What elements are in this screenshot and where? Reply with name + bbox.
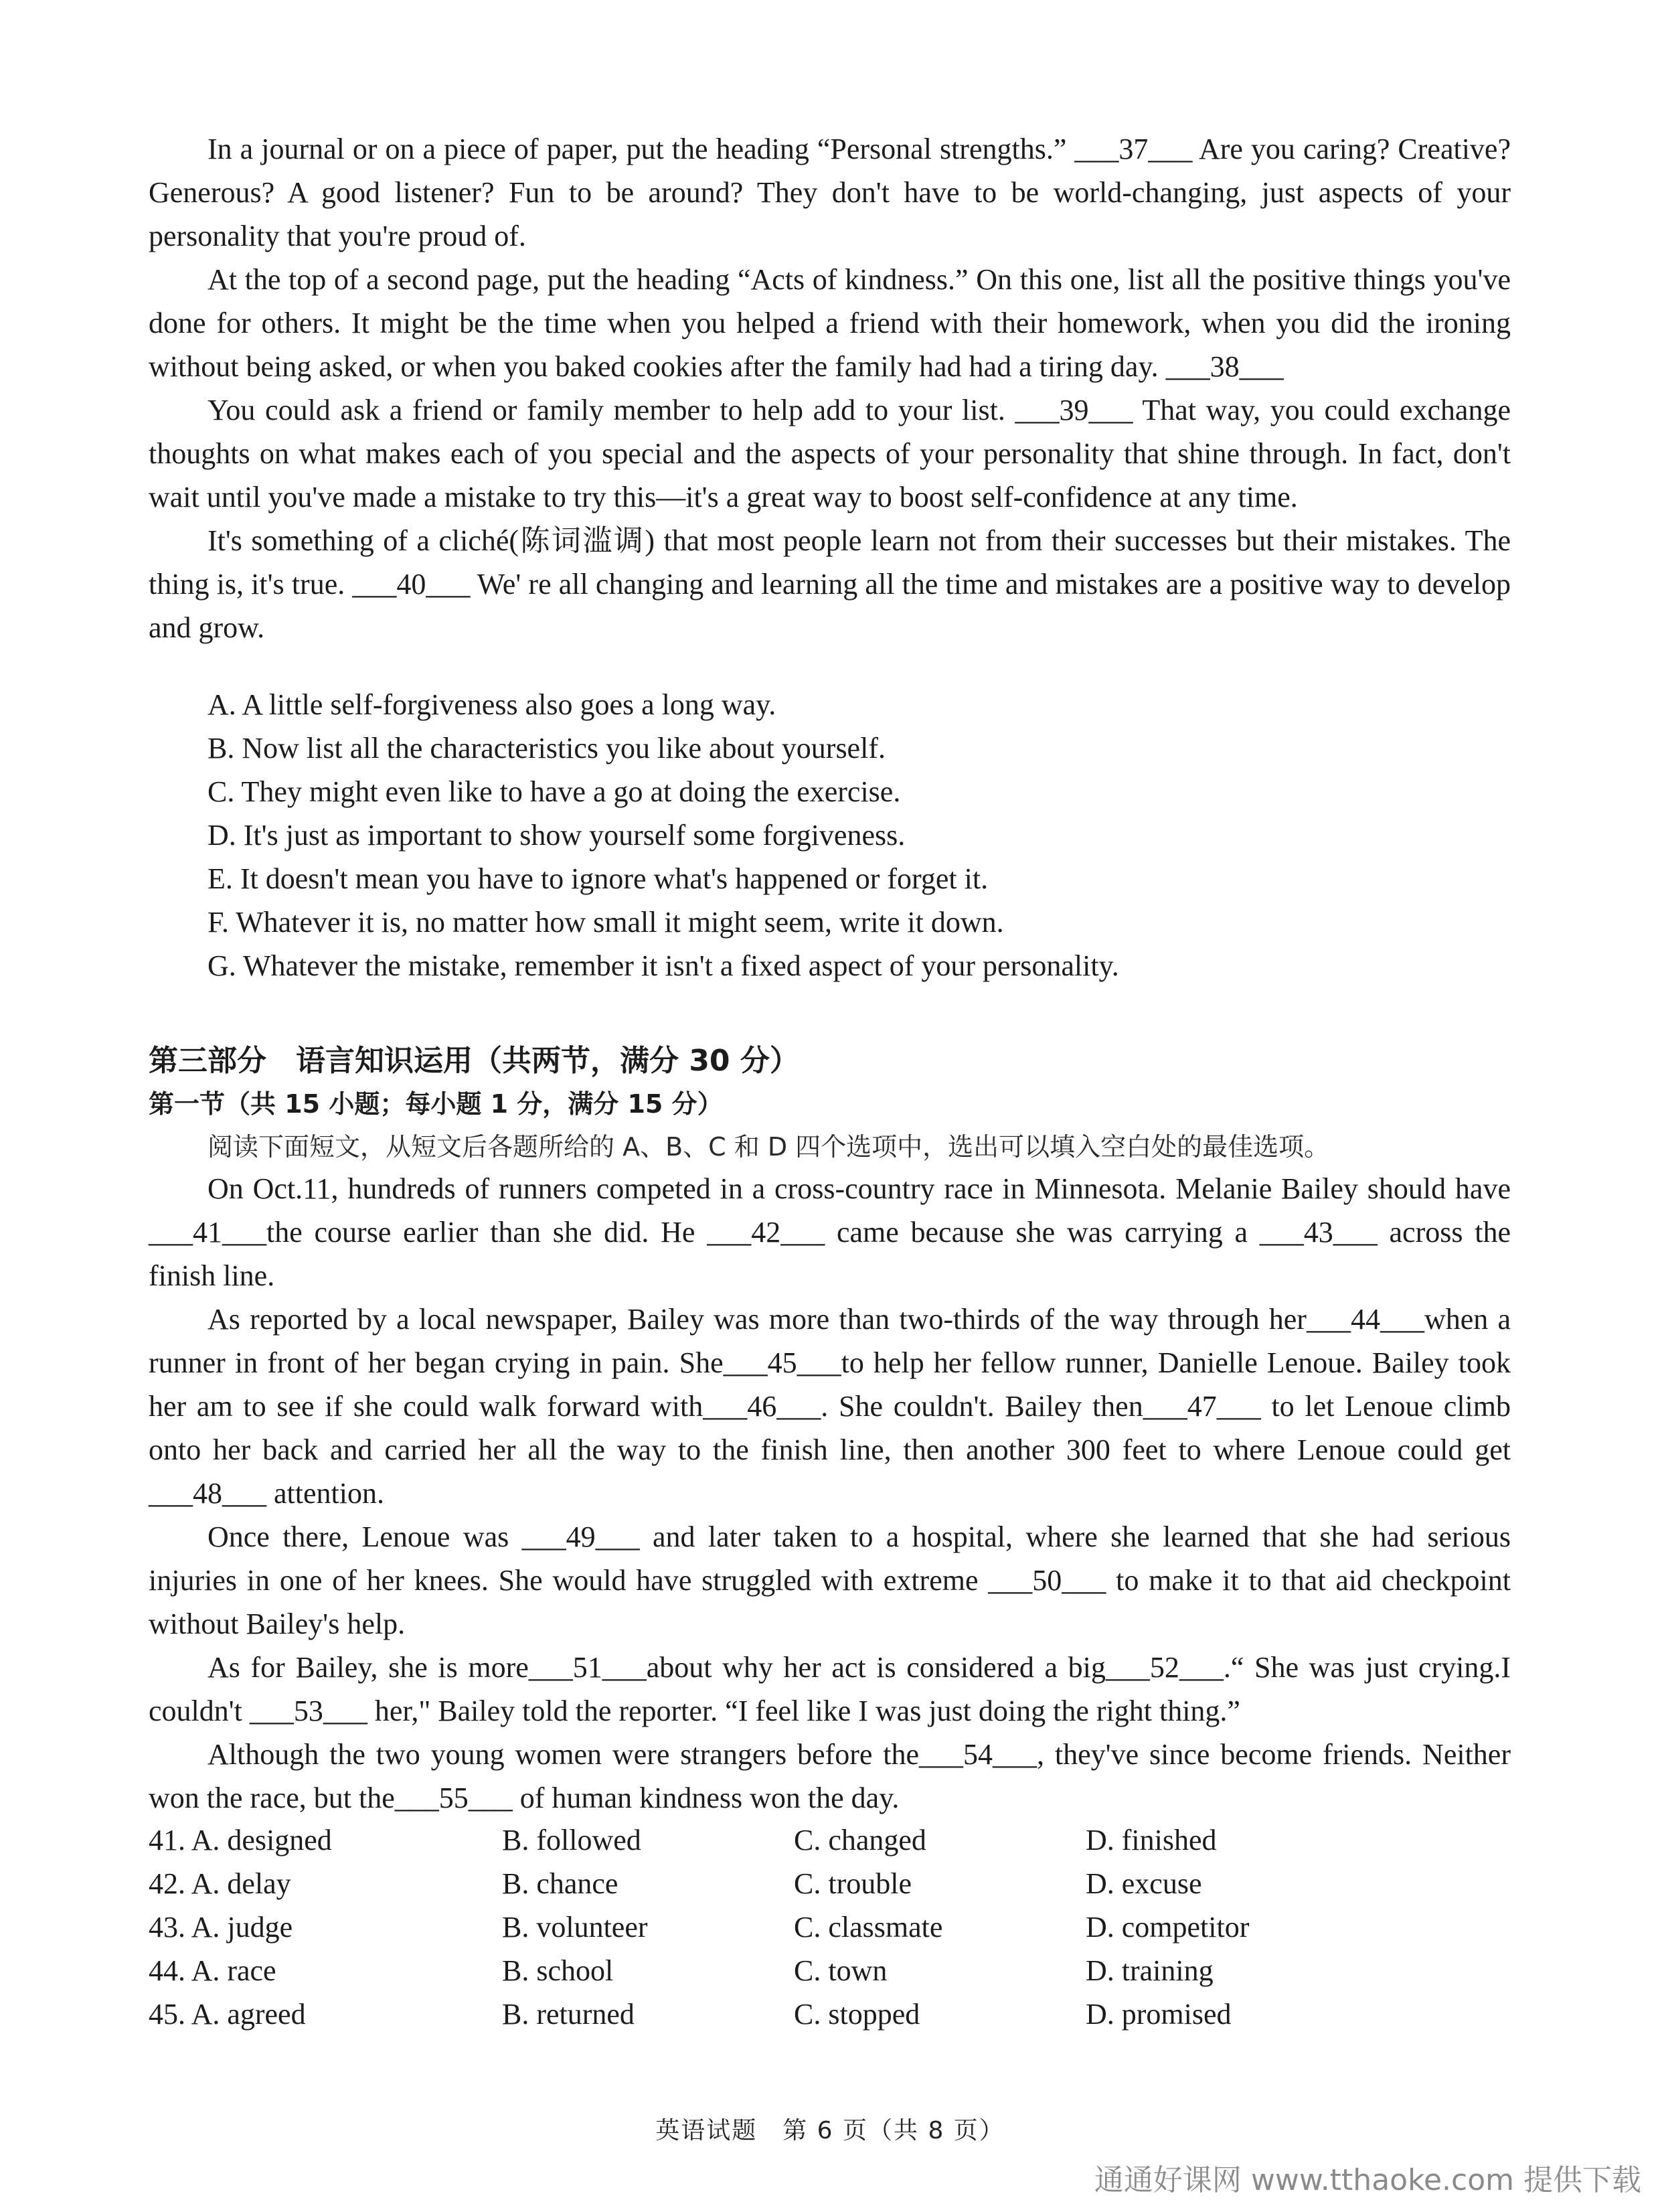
choice-43-a: 43. A. judge	[149, 1911, 293, 1944]
choice-42-c: C. trouble	[794, 1867, 912, 1900]
option-f: F. Whatever it is, no matter how small it might seem, write it down.	[208, 906, 1004, 939]
choice-42-d: D. excuse	[1086, 1867, 1202, 1900]
choice-row-43	[149, 1905, 1511, 1949]
choice-45-c: C. stopped	[794, 1998, 920, 2031]
choice-44-a: 44. A. race	[149, 1954, 276, 1987]
option-e: E. It doesn't mean you have to ignore what's happened or forget it.	[208, 862, 989, 895]
section1-title: 第一节（共 15 小题；每小题 1 分，满分 15 分）	[149, 1089, 723, 1119]
choice-45-d: D. promised	[1086, 1998, 1232, 2031]
answer-choices	[149, 1818, 1511, 2036]
reading-passage-37-40	[149, 127, 1511, 649]
paragraph-1: In a journal or on a piece of paper, put the heading “Personal strengths.” ___37___ Are you caring? Creative? Generous? A good listener? Fun to be around? They don't have to be world-changing, just aspects of your personality that you're proud of.	[149, 133, 1511, 252]
watermark: 通通好课网 www.tthaoke.com 提供下载	[1094, 2163, 1641, 2197]
cloze-paragraph-4: As for Bailey, she is more___51___about why her act is considered a big___52___.“ She was just crying.I couldn't ___53___ her," Bailey told the reporter. “I feel like I was just doing the right thing.”	[149, 1651, 1511, 1727]
choice-41-d: D. finished	[1086, 1824, 1217, 1856]
choice-row-42	[149, 1862, 1511, 1905]
choice-43-d: D. competitor	[1086, 1911, 1250, 1944]
option-c: C. They might even like to have a go at doing the exercise.	[208, 775, 901, 808]
choice-42-a: 42. A. delay	[149, 1867, 291, 1900]
cloze-passage	[149, 1167, 1511, 1820]
cloze-instruction: 阅读下面短文，从短文后各题所给的 A、B、C 和 D 四个选项中，选出可以填入空白处的最佳选项。	[208, 1132, 1330, 1162]
choice-44-d: D. training	[1086, 1954, 1214, 1987]
option-b: B. Now list all the characteristics you like about yourself.	[208, 732, 886, 765]
choice-row-44	[149, 1949, 1511, 1992]
choice-41-b: B. followed	[502, 1824, 641, 1856]
cloze-paragraph-5: Although the two young women were strangers before the___54___, they've since become friends. Neither won the race, but the___55___ of human kindness won the day.	[149, 1738, 1511, 1814]
choice-row-41	[149, 1818, 1511, 1862]
choice-42-b: B. chance	[502, 1867, 618, 1900]
cloze-paragraph-1: On Oct.11, hundreds of runners competed in a cross-country race in Minnesota. Melanie Bailey should have ___41___the course earlier than she did. He ___42___ came because she was carrying a ___43___ across the finish line.	[149, 1172, 1511, 1292]
paragraph-3: You could ask a friend or family member to help add to your list. ___39___ That way, you could exchange thoughts on what makes each of you special and the aspects of your personality that shine through. In fact, don't wait until you've made a mistake to try this—it's a great way to boost self-confidence at any time.	[149, 394, 1511, 514]
choice-41-c: C. changed	[794, 1824, 926, 1856]
choice-41-a: 41. A. designed	[149, 1824, 332, 1856]
page-footer: 英语试题 第 6 页（共 8 页）	[655, 2117, 1005, 2144]
choice-44-c: C. town	[794, 1954, 888, 1987]
choice-43-b: B. volunteer	[502, 1911, 648, 1944]
option-list	[149, 683, 1511, 988]
option-g: G. Whatever the mistake, remember it isn't a fixed aspect of your personality.	[208, 949, 1119, 982]
option-d: D. It's just as important to show yourself some forgiveness.	[208, 819, 906, 852]
cloze-paragraph-2: As reported by a local newspaper, Bailey was more than two-thirds of the way through her___44___when a runner in front of her began crying in pain. She___45___to help her fellow runner, Danielle Lenoue. Bailey took her am to see if she could walk forward with___46___. She couldn't. Bailey then___47___ to let Lenoue climb onto her back and carried her all the way to the finish line, then another 300 feet to where Lenoue could get ___48___ attention.	[149, 1303, 1511, 1510]
paragraph-2: At the top of a second page, put the heading “Acts of kindness.” On this one, list all the positive things you've done for others. It might be the time when you helped a friend with their homework, when you did the ironing without being asked, or when you baked cookies after the family had had a tiring day. ___38___	[149, 263, 1511, 383]
choice-45-a: 45. A. agreed	[149, 1998, 306, 2031]
choice-row-45	[149, 1992, 1511, 2036]
choice-45-b: B. returned	[502, 1998, 635, 2031]
option-a: A. A little self-forgiveness also goes a long way.	[208, 688, 776, 721]
cloze-paragraph-3: Once there, Lenoue was ___49___ and later taken to a hospital, where she learned that she had serious injuries in one of her knees. She would have struggled with extreme ___50___ to make it to that aid checkpoint without Bailey's help.	[149, 1520, 1511, 1640]
paragraph-4: It's something of a cliché(陈词滥调) that most people learn not from their successes but their mistakes. The thing is, it's true. ___40___ We' re all changing and learning all the time and mistakes are a positive way to develop and grow.	[149, 524, 1511, 644]
choice-44-b: B. school	[502, 1954, 614, 1987]
part3-title: 第三部分 语言知识运用（共两节，满分 30 分）	[149, 1044, 799, 1078]
choice-43-c: C. classmate	[794, 1911, 943, 1944]
